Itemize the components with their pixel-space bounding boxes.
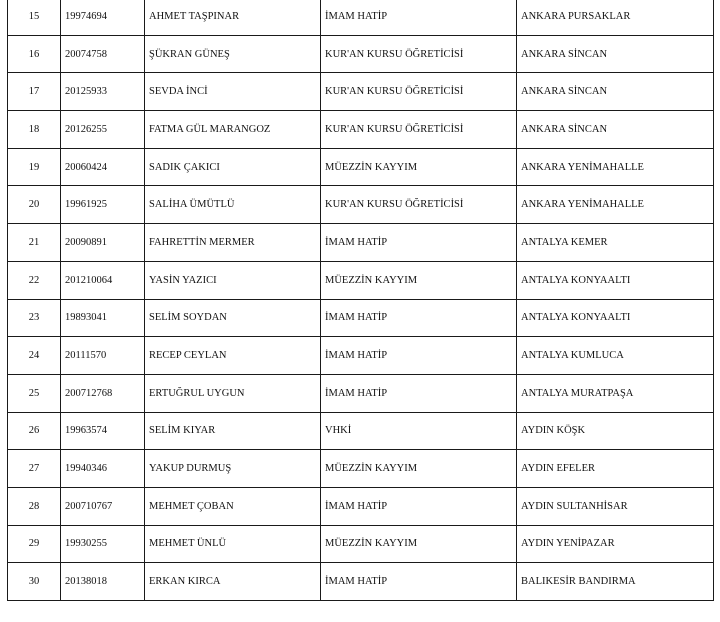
job-title: MÜEZZİN KAYYIM <box>321 450 517 488</box>
person-name: SELİM SOYDAN <box>145 299 321 337</box>
registry-number: 20074758 <box>61 35 145 73</box>
person-name: SALİHA ÜMÜTLÜ <box>145 186 321 224</box>
person-name: YAKUP DURMUŞ <box>145 450 321 488</box>
table-row <box>8 261 714 299</box>
job-title: MÜEZZİN KAYYIM <box>321 525 517 563</box>
table-row <box>8 224 714 262</box>
registry-number: 20060424 <box>61 148 145 186</box>
location: AYDIN KÖŞK <box>517 412 714 450</box>
row-number: 22 <box>8 261 61 299</box>
table-body <box>8 0 714 601</box>
table-row <box>8 412 714 450</box>
registry-number: 20125933 <box>61 73 145 111</box>
job-title: MÜEZZİN KAYYIM <box>321 261 517 299</box>
job-title: İMAM HATİP <box>321 0 517 35</box>
row-number: 17 <box>8 73 61 111</box>
table-row <box>8 35 714 73</box>
person-name: ŞÜKRAN GÜNEŞ <box>145 35 321 73</box>
table-row <box>8 450 714 488</box>
row-number: 28 <box>8 487 61 525</box>
location: ANTALYA KUMLUCA <box>517 337 714 375</box>
location: ANKARA SİNCAN <box>517 73 714 111</box>
row-number: 15 <box>8 0 61 35</box>
registry-number: 200710767 <box>61 487 145 525</box>
row-number: 20 <box>8 186 61 224</box>
job-title: İMAM HATİP <box>321 299 517 337</box>
registry-number: 19930255 <box>61 525 145 563</box>
table-row <box>8 186 714 224</box>
table-row <box>8 148 714 186</box>
row-number: 18 <box>8 111 61 149</box>
job-title: İMAM HATİP <box>321 224 517 262</box>
location: AYDIN SULTANHİSAR <box>517 487 714 525</box>
row-number: 16 <box>8 35 61 73</box>
registry-number: 19963574 <box>61 412 145 450</box>
table-row <box>8 374 714 412</box>
registry-number: 19974694 <box>61 0 145 35</box>
table-row <box>8 525 714 563</box>
location: ANTALYA MURATPAŞA <box>517 374 714 412</box>
registry-number: 20090891 <box>61 224 145 262</box>
registry-number: 201210064 <box>61 261 145 299</box>
location: ANKARA SİNCAN <box>517 35 714 73</box>
registry-number: 19893041 <box>61 299 145 337</box>
person-name: FATMA GÜL MARANGOZ <box>145 111 321 149</box>
registry-number: 20138018 <box>61 563 145 601</box>
location: ANKARA PURSAKLAR <box>517 0 714 35</box>
job-title: İMAM HATİP <box>321 337 517 375</box>
row-number: 30 <box>8 563 61 601</box>
location: ANTALYA KEMER <box>517 224 714 262</box>
job-title: KUR'AN KURSU ÖĞRETİCİSİ <box>321 35 517 73</box>
person-name: YASİN YAZICI <box>145 261 321 299</box>
location: ANKARA YENİMAHALLE <box>517 148 714 186</box>
person-name: AHMET TAŞPINAR <box>145 0 321 35</box>
person-name: RECEP CEYLAN <box>145 337 321 375</box>
person-name: SEVDA İNCİ <box>145 73 321 111</box>
person-name: SADIK ÇAKICI <box>145 148 321 186</box>
row-number: 25 <box>8 374 61 412</box>
job-title: İMAM HATİP <box>321 563 517 601</box>
row-number: 26 <box>8 412 61 450</box>
location: ANKARA YENİMAHALLE <box>517 186 714 224</box>
job-title: KUR'AN KURSU ÖĞRETİCİSİ <box>321 186 517 224</box>
job-title: KUR'AN KURSU ÖĞRETİCİSİ <box>321 111 517 149</box>
location: BALIKESİR BANDIRMA <box>517 563 714 601</box>
job-title: İMAM HATİP <box>321 487 517 525</box>
row-number: 21 <box>8 224 61 262</box>
location: AYDIN YENİPAZAR <box>517 525 714 563</box>
person-name: MEHMET ÜNLÜ <box>145 525 321 563</box>
location: ANKARA SİNCAN <box>517 111 714 149</box>
table-row <box>8 487 714 525</box>
job-title: KUR'AN KURSU ÖĞRETİCİSİ <box>321 73 517 111</box>
row-number: 19 <box>8 148 61 186</box>
row-number: 27 <box>8 450 61 488</box>
registry-number: 19961925 <box>61 186 145 224</box>
registry-number: 20126255 <box>61 111 145 149</box>
person-name: ERTUĞRUL UYGUN <box>145 374 321 412</box>
job-title: İMAM HATİP <box>321 374 517 412</box>
person-name: ERKAN KIRCA <box>145 563 321 601</box>
person-name: SELİM KIYAR <box>145 412 321 450</box>
table-row <box>8 563 714 601</box>
row-number: 24 <box>8 337 61 375</box>
registry-number: 20111570 <box>61 337 145 375</box>
row-number: 23 <box>8 299 61 337</box>
table-row <box>8 73 714 111</box>
person-name: FAHRETTİN MERMER <box>145 224 321 262</box>
table-row <box>8 299 714 337</box>
location: ANTALYA KONYAALTI <box>517 261 714 299</box>
person-name: MEHMET ÇOBAN <box>145 487 321 525</box>
job-title: VHKİ <box>321 412 517 450</box>
table-row <box>8 111 714 149</box>
registry-number: 200712768 <box>61 374 145 412</box>
personnel-table <box>7 0 714 601</box>
row-number: 29 <box>8 525 61 563</box>
location: ANTALYA KONYAALTI <box>517 299 714 337</box>
registry-number: 19940346 <box>61 450 145 488</box>
location: AYDIN EFELER <box>517 450 714 488</box>
table-row <box>8 0 714 35</box>
job-title: MÜEZZİN KAYYIM <box>321 148 517 186</box>
table-row <box>8 337 714 375</box>
